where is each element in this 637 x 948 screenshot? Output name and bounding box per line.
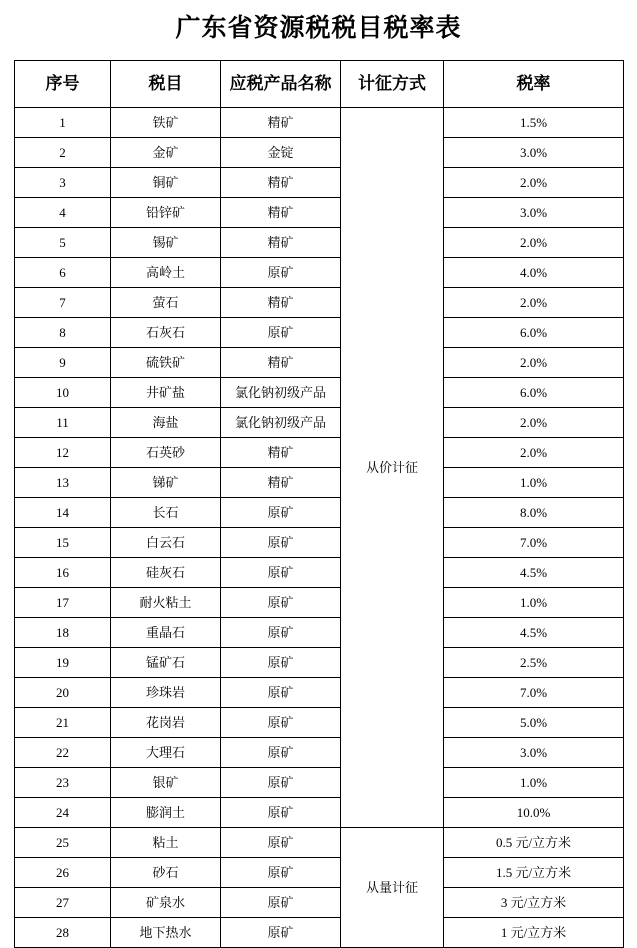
cell-rate: 6.0% (444, 378, 624, 408)
cell-no: 24 (15, 798, 111, 828)
cell-rate: 7.0% (444, 678, 624, 708)
cell-product-name: 精矿 (221, 198, 341, 228)
cell-rate: 1.0% (444, 768, 624, 798)
table-row (15, 768, 624, 798)
cell-rate: 3.0% (444, 138, 624, 168)
cell-tax-item: 耐火粘土 (111, 588, 221, 618)
table-row (15, 708, 624, 738)
cell-tax-item: 金矿 (111, 138, 221, 168)
cell-product-name: 原矿 (221, 918, 341, 948)
cell-rate: 2.0% (444, 288, 624, 318)
cell-no: 23 (15, 768, 111, 798)
column-header-item: 税目 (111, 61, 221, 108)
cell-no: 1 (15, 108, 111, 138)
cell-tax-item: 膨润土 (111, 798, 221, 828)
cell-product-name: 原矿 (221, 888, 341, 918)
cell-product-name: 原矿 (221, 618, 341, 648)
column-header-no: 序号 (15, 61, 111, 108)
cell-tax-item: 大理石 (111, 738, 221, 768)
cell-no: 9 (15, 348, 111, 378)
cell-tax-item: 银矿 (111, 768, 221, 798)
cell-no: 13 (15, 468, 111, 498)
table-row (15, 168, 624, 198)
table-row (15, 858, 624, 888)
cell-no: 6 (15, 258, 111, 288)
cell-no: 26 (15, 858, 111, 888)
cell-rate: 3 元/立方米 (444, 888, 624, 918)
table-row (15, 378, 624, 408)
cell-tax-item: 石英砂 (111, 438, 221, 468)
table-row (15, 468, 624, 498)
table-row (15, 588, 624, 618)
table-row (15, 108, 624, 138)
cell-product-name: 原矿 (221, 708, 341, 738)
cell-rate: 7.0% (444, 528, 624, 558)
table-header (15, 61, 624, 108)
cell-rate: 8.0% (444, 498, 624, 528)
cell-product-name: 原矿 (221, 738, 341, 768)
cell-no: 22 (15, 738, 111, 768)
cell-rate: 2.0% (444, 348, 624, 378)
cell-rate: 6.0% (444, 318, 624, 348)
cell-tax-item: 长石 (111, 498, 221, 528)
cell-tax-item: 花岗岩 (111, 708, 221, 738)
cell-product-name: 精矿 (221, 168, 341, 198)
cell-rate: 1 元/立方米 (444, 918, 624, 948)
table-row (15, 678, 624, 708)
table-row (15, 228, 624, 258)
cell-no: 15 (15, 528, 111, 558)
cell-tax-item: 粘土 (111, 828, 221, 858)
cell-rate: 4.0% (444, 258, 624, 288)
cell-rate: 2.0% (444, 228, 624, 258)
table-row (15, 288, 624, 318)
table-body (15, 108, 624, 948)
cell-rate: 3.0% (444, 198, 624, 228)
cell-rate: 2.5% (444, 648, 624, 678)
cell-tax-item: 珍珠岩 (111, 678, 221, 708)
cell-no: 14 (15, 498, 111, 528)
column-header-rate: 税率 (444, 61, 624, 108)
cell-rate: 10.0% (444, 798, 624, 828)
table-row (15, 888, 624, 918)
cell-rate: 2.0% (444, 168, 624, 198)
cell-tax-item: 石灰石 (111, 318, 221, 348)
cell-tax-item: 井矿盐 (111, 378, 221, 408)
cell-product-name: 原矿 (221, 648, 341, 678)
table-row (15, 348, 624, 378)
cell-rate: 1.5% (444, 108, 624, 138)
cell-rate: 4.5% (444, 618, 624, 648)
cell-product-name: 原矿 (221, 498, 341, 528)
cell-product-name: 原矿 (221, 318, 341, 348)
table-row (15, 618, 624, 648)
cell-tax-item: 锰矿石 (111, 648, 221, 678)
table-row (15, 798, 624, 828)
table-row (15, 438, 624, 468)
table-row (15, 408, 624, 438)
cell-rate: 2.0% (444, 438, 624, 468)
column-header-product: 应税产品名称 (221, 61, 341, 108)
cell-product-name: 原矿 (221, 798, 341, 828)
cell-tax-item: 锡矿 (111, 228, 221, 258)
cell-no: 28 (15, 918, 111, 948)
cell-product-name: 原矿 (221, 678, 341, 708)
cell-product-name: 原矿 (221, 828, 341, 858)
cell-product-name: 原矿 (221, 858, 341, 888)
cell-no: 7 (15, 288, 111, 318)
cell-product-name: 原矿 (221, 768, 341, 798)
cell-product-name: 精矿 (221, 468, 341, 498)
cell-no: 17 (15, 588, 111, 618)
document-page (0, 14, 637, 940)
column-header-method: 计征方式 (341, 61, 444, 108)
cell-rate: 1.5 元/立方米 (444, 858, 624, 888)
cell-product-name: 氯化钠初级产品 (221, 408, 341, 438)
cell-no: 21 (15, 708, 111, 738)
cell-rate: 4.5% (444, 558, 624, 588)
cell-product-name: 原矿 (221, 258, 341, 288)
cell-no: 19 (15, 648, 111, 678)
table-row (15, 738, 624, 768)
cell-no: 27 (15, 888, 111, 918)
table-row (15, 558, 624, 588)
table-container (0, 60, 637, 948)
table-header-row (15, 61, 624, 108)
table-row (15, 498, 624, 528)
table-row (15, 258, 624, 288)
resource-tax-rate-table (14, 60, 624, 948)
cell-product-name: 原矿 (221, 558, 341, 588)
cell-tax-item: 铜矿 (111, 168, 221, 198)
table-row (15, 528, 624, 558)
cell-no: 11 (15, 408, 111, 438)
cell-product-name: 氯化钠初级产品 (221, 378, 341, 408)
cell-no: 18 (15, 618, 111, 648)
cell-no: 5 (15, 228, 111, 258)
cell-product-name: 原矿 (221, 588, 341, 618)
cell-no: 16 (15, 558, 111, 588)
cell-rate: 0.5 元/立方米 (444, 828, 624, 858)
cell-no: 8 (15, 318, 111, 348)
cell-no: 25 (15, 828, 111, 858)
cell-rate: 1.0% (444, 468, 624, 498)
cell-tax-item: 铁矿 (111, 108, 221, 138)
cell-levy-method: 从量计征 (341, 828, 444, 948)
cell-tax-item: 萤石 (111, 288, 221, 318)
cell-product-name: 精矿 (221, 288, 341, 318)
cell-tax-item: 硅灰石 (111, 558, 221, 588)
cell-tax-item: 海盐 (111, 408, 221, 438)
table-row (15, 198, 624, 228)
cell-no: 2 (15, 138, 111, 168)
cell-tax-item: 重晶石 (111, 618, 221, 648)
cell-tax-item: 矿泉水 (111, 888, 221, 918)
cell-no: 3 (15, 168, 111, 198)
cell-rate: 3.0% (444, 738, 624, 768)
table-row (15, 648, 624, 678)
cell-rate: 2.0% (444, 408, 624, 438)
cell-no: 12 (15, 438, 111, 468)
cell-tax-item: 铅锌矿 (111, 198, 221, 228)
cell-tax-item: 高岭土 (111, 258, 221, 288)
cell-tax-item: 地下热水 (111, 918, 221, 948)
cell-product-name: 精矿 (221, 438, 341, 468)
cell-product-name: 金锭 (221, 138, 341, 168)
cell-tax-item: 白云石 (111, 528, 221, 558)
table-row (15, 918, 624, 948)
cell-tax-item: 锑矿 (111, 468, 221, 498)
cell-no: 10 (15, 378, 111, 408)
table-row (15, 318, 624, 348)
page-title: 广东省资源税税目税率表 (175, 15, 462, 42)
cell-product-name: 原矿 (221, 528, 341, 558)
table-row (15, 828, 624, 858)
cell-tax-item: 砂石 (111, 858, 221, 888)
cell-no: 4 (15, 198, 111, 228)
cell-product-name: 精矿 (221, 228, 341, 258)
cell-tax-item: 硫铁矿 (111, 348, 221, 378)
cell-levy-method: 从价计征 (341, 108, 444, 828)
cell-product-name: 精矿 (221, 348, 341, 378)
cell-product-name: 精矿 (221, 108, 341, 138)
cell-rate: 1.0% (444, 588, 624, 618)
cell-rate: 5.0% (444, 708, 624, 738)
table-row (15, 138, 624, 168)
cell-no: 20 (15, 678, 111, 708)
